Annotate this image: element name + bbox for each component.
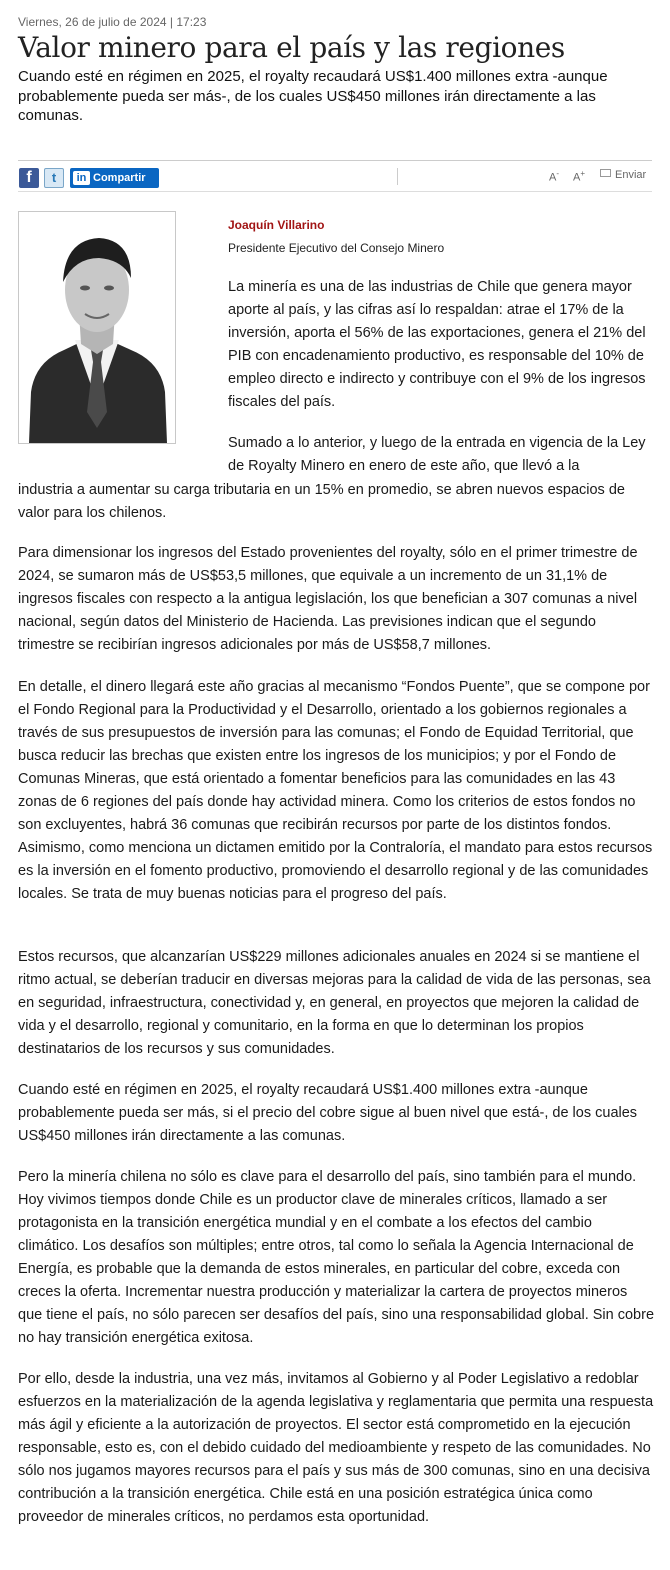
linkedin-icon: in — [73, 171, 90, 185]
linkedin-share-button[interactable] — [70, 168, 159, 188]
article-lead: Cuando esté en régimen en 2025, el royalty recaudará US$1.400 millones extra -aunque probablemente pueda ser más-, de los cuales US$450 millones irán directamente a las comunas. — [18, 68, 608, 124]
paragraph-6: Cuando esté en régimen en 2025, el royalty recaudará US$1.400 millones extra -aunque probablemente pueda ser más, si el precio del cobre sigue al buen nivel que está-, de los cuales US$450 millones irán directamente a las comunas. — [18, 1082, 638, 1144]
paragraph-2b: industria a aumentar su carga tributaria en un 15% en promedio, se abren nuevos espacios de valor para los chilenos. — [18, 482, 625, 521]
author-name: Joaquín Villarino — [228, 218, 325, 232]
font-increase-button[interactable]: A+ — [573, 169, 586, 184]
paragraph-2a: Sumado a lo anterior, y luego de la entrada en vigencia de la Ley de Royalty Minero en enero de este año, que llevó a la — [228, 435, 646, 474]
font-decrease-button[interactable]: A- — [549, 169, 560, 184]
paragraph-4: En detalle, el dinero llegará este año gracias al mecanismo “Fondos Puente”, que se compone por el Fondo Regional para la Productividad y el Desarrollo, orientado a los gobiernos regionales a través de sus presupuestos de inversión para las comunas; el Fondo de Equidad Territorial, que busca reducir las brechas que existen entre los ingresos de los municipios; y por el Fondo de Comunas Mineras, que está orientado a fomentar beneficios para las comunidades en las 43 zonas de 6 regiones del país donde hay actividad minera. Como los criterios de estos fondos no son excluyentes, habrá 36 comunas que recibirán recursos por parte de los distintos fondos. Asimismo, como menciona un dictamen emitido por la Contraloría, el mandato para estos recursos es la inversión en el fomento productivo, promoviendo el desarrollo regional y de las comunidades locales. Se trata de muy buenas noticias para el progreso del país. — [18, 679, 653, 902]
twitter-share-button[interactable] — [44, 168, 64, 188]
paragraph-7: Pero la minería chilena no sólo es clave para el desarrollo del país, sino también para el mundo. Hoy vivimos tiempos donde Chile es un productor clave de minerales críticos, llamado a ser protagonista en la transición energética mundial y en el combate a los efectos del cambio climático. Los desafíos son múltiples; entre otros, tal como lo señala la Agencia Internacional de Energía, es probable que la demanda de estos minerales, en particular del cobre, exceda con creces la oferta. Incrementar nuestra producción y materializar la cartera de proyectos mineros que tiene el país, no sólo parecen ser desafíos del país, sino una responsabilidad global. Sin cobre no hay transición energética exitosa. — [18, 1169, 655, 1346]
paragraph-5: Estos recursos, que alcanzarían US$229 millones adicionales anuales en 2024 si se mantiene el ritmo actual, se deberían traducir en diversas mejoras para la calidad de vida de las personas, sea en seguridad, infraestructura, conectividad y, en general, en proyectos que mejoren la calidad de vida y el desarrollo, regional y comunitario, en la forma en que lo determinan los propios destinatarios de los recursos y sus comunidades. — [18, 949, 651, 1057]
author-portrait — [19, 212, 175, 443]
envelope-icon — [600, 169, 611, 177]
facebook-share-button[interactable] — [19, 168, 39, 188]
article-title: Valor minero para el país y las regiones — [18, 31, 565, 64]
send-label: Enviar — [615, 169, 647, 181]
twitter-icon: t — [51, 170, 57, 185]
share-toolbar — [18, 160, 652, 192]
paragraph-8: Por ello, desde la industria, una vez más, invitamos al Gobierno y al Poder Legislativo a redoblar esfuerzos en la materialización de la agenda legislativa y reglamentaria que permita una respuesta más ágil y eficiente a la autorización de proyectos. El sector está comprometido en la ejecución responsable, esto es, con el debido cuidado del medioambiente y respeto de las comunidades. No sólo nos jugamos mayores recursos para el país y sus más de 300 comunas, sino en una decisiva contribución a la transición energética. Chile está en una posición estratégica única como proveedor de minerales críticos, no perdamos esta oportunidad. — [18, 1371, 654, 1525]
toolbar-divider — [397, 168, 398, 185]
paragraph-1: La minería es una de las industrias de Chile que genera mayor aporte al país, y las cifras así lo respaldan: atrae el 17% de la inversión, aporta el 56% de las exportaciones, genera el 21% del PIB con encadenamiento productivo, es responsable del 10% de empleo directo e indirecto y contribuye con el 9% de los ingresos fiscales del país. — [228, 279, 646, 410]
facebook-icon: f — [26, 169, 32, 186]
author-photo — [18, 211, 176, 444]
linkedin-share-label: Compartir — [93, 172, 146, 184]
author-role: Presidente Ejecutivo del Consejo Minero — [228, 241, 445, 255]
paragraph-3: Para dimensionar los ingresos del Estado provenientes del royalty, sólo en el primer trimestre de 2024, se sumaron más de US$53,5 millones, que equivale a un incremento de un 31,1% de ingresos fiscales con respecto a la antigua legislación, los que benefician a 307 comunas a nivel nacional, según datos del Ministerio de Hacienda. Las previsiones indican que el segundo trimestre se recibirían ingresos adicionales por más de US$58,7 millones. — [18, 545, 638, 653]
article-date: Viernes, 26 de julio de 2024 | 17:23 — [18, 15, 207, 29]
send-email-button[interactable] — [600, 169, 646, 181]
